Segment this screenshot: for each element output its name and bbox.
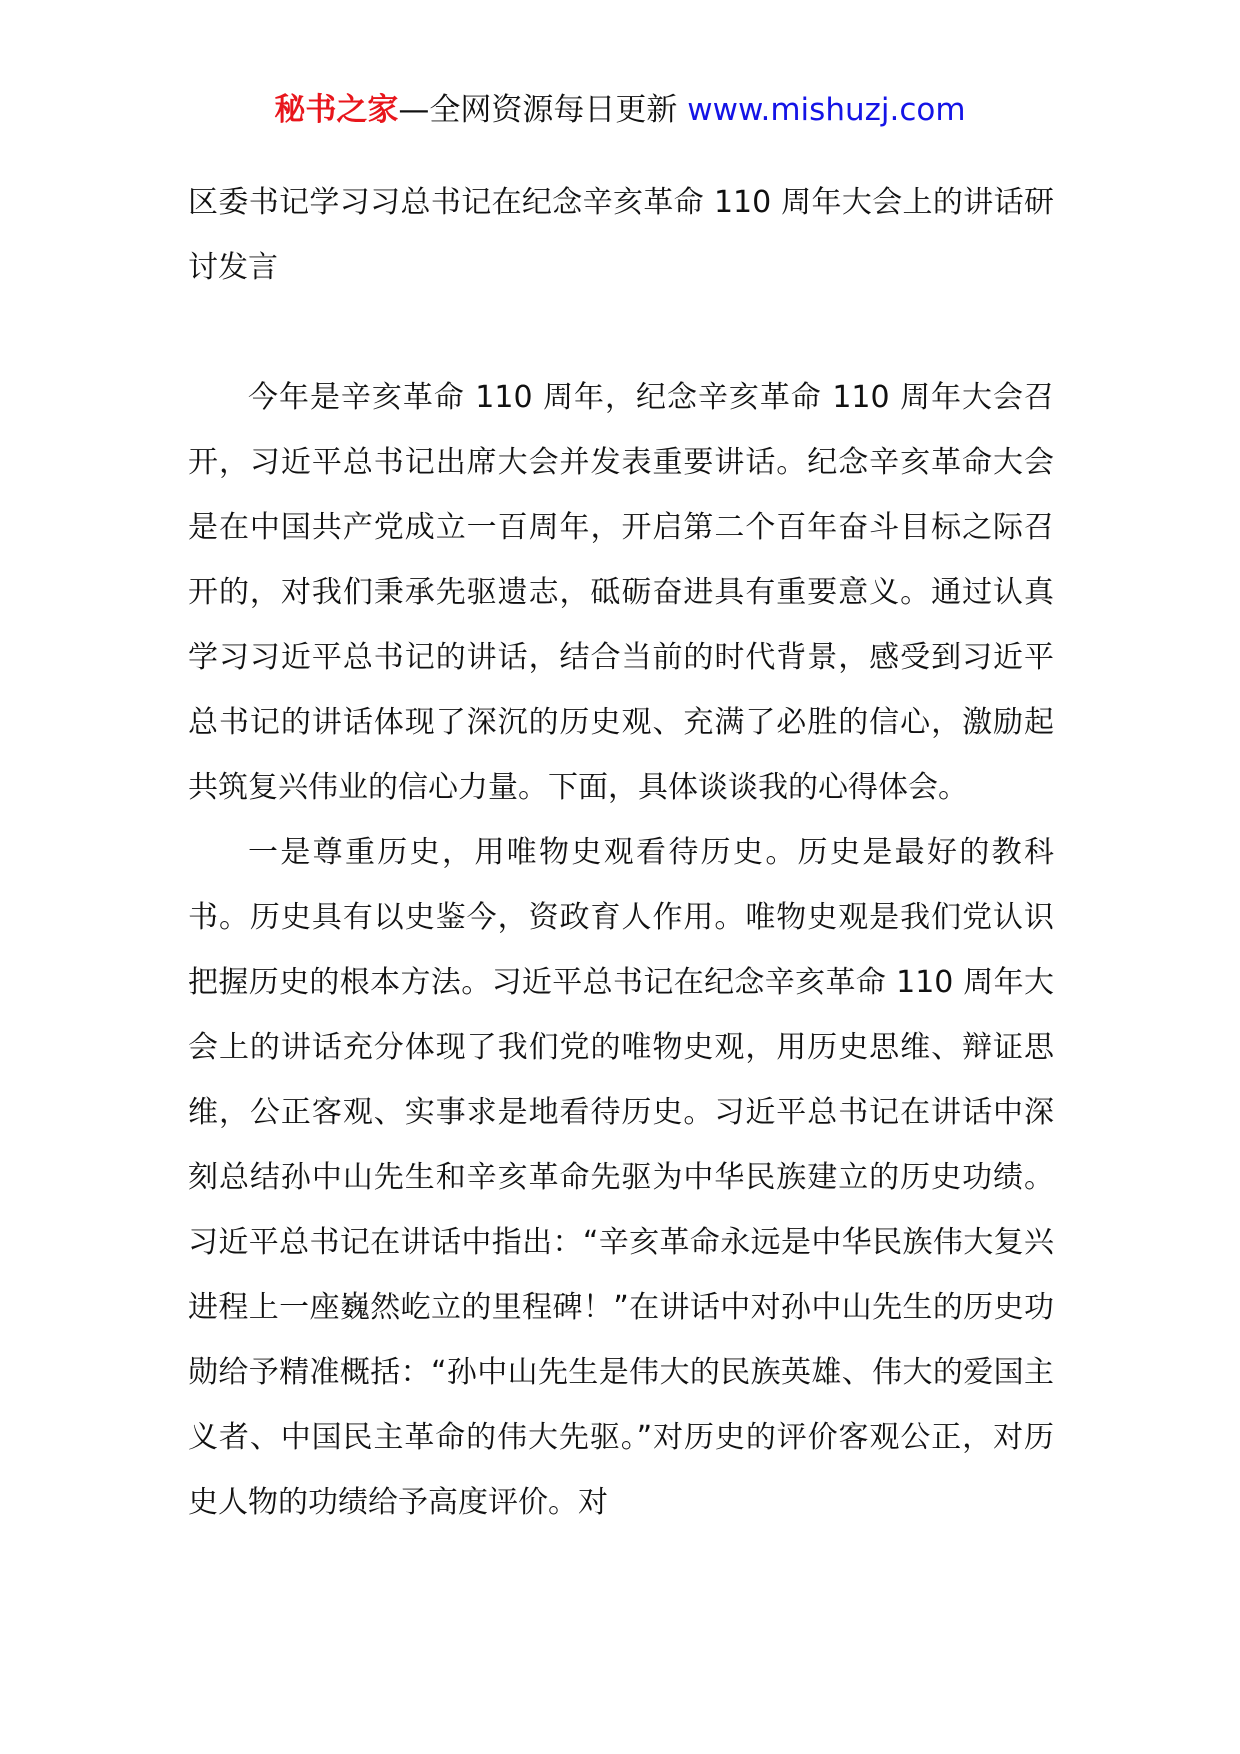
page-header xyxy=(0,88,1240,132)
document-title: 区委书记学习习总书记在纪念辛亥革命 110 周年大会上的讲话研讨发言 xyxy=(188,185,1054,285)
document-body xyxy=(188,170,1054,1535)
paragraph-point-one: 一是尊重历史，用唯物史观看待历史。历史是最好的教科书。历史具有以史鉴今，资政育人作用。唯物史观是我们党认识把握历史的根本方法。习近平总书记在纪念辛亥革命 110 周年大会上的讲话充分体现了我们党的唯物史观，用历史思维、辩证思维，公正客观、实事求是地看待历史。习近平总书记在讲话中深刻总结孙中山先生和辛亥革命先驱为中华民族建立的历史功绩。习近平总书记在讲话中指出：“辛亥革命永远是中华民族伟大复兴进程上一座巍然屹立的里程碑！”在讲话中对孙中山先生的历史功勋给予精准概括：“孙中山先生是伟大的民族英雄、伟大的爱国主义者、中国民主革命的伟大先驱。”对历史的评价客观公正，对历史人物的功绩给予高度评价。对 xyxy=(188,835,1054,1520)
paragraph-intro: 今年是辛亥革命 110 周年，纪念辛亥革命 110 周年大会召开，习近平总书记出席大会并发表重要讲话。纪念辛亥革命大会是在中国共产党成立一百周年，开启第二个百年奋斗目标之际召开的，对我们秉承先驱遗志，砥砺奋进具有重要意义。通过认真学习习近平总书记的讲话，结合当前的时代背景，感受到习近平总书记的讲话体现了深沉的历史观、充满了必胜的信心，激励起共筑复兴伟业的信心力量。下面，具体谈谈我的心得体会。 xyxy=(188,380,1054,805)
header-tagline: —全网资源每日更新 xyxy=(398,92,688,128)
website-link[interactable]: www.mishuzj.com xyxy=(687,92,966,128)
brand-name: 秘书之家 xyxy=(274,92,399,128)
